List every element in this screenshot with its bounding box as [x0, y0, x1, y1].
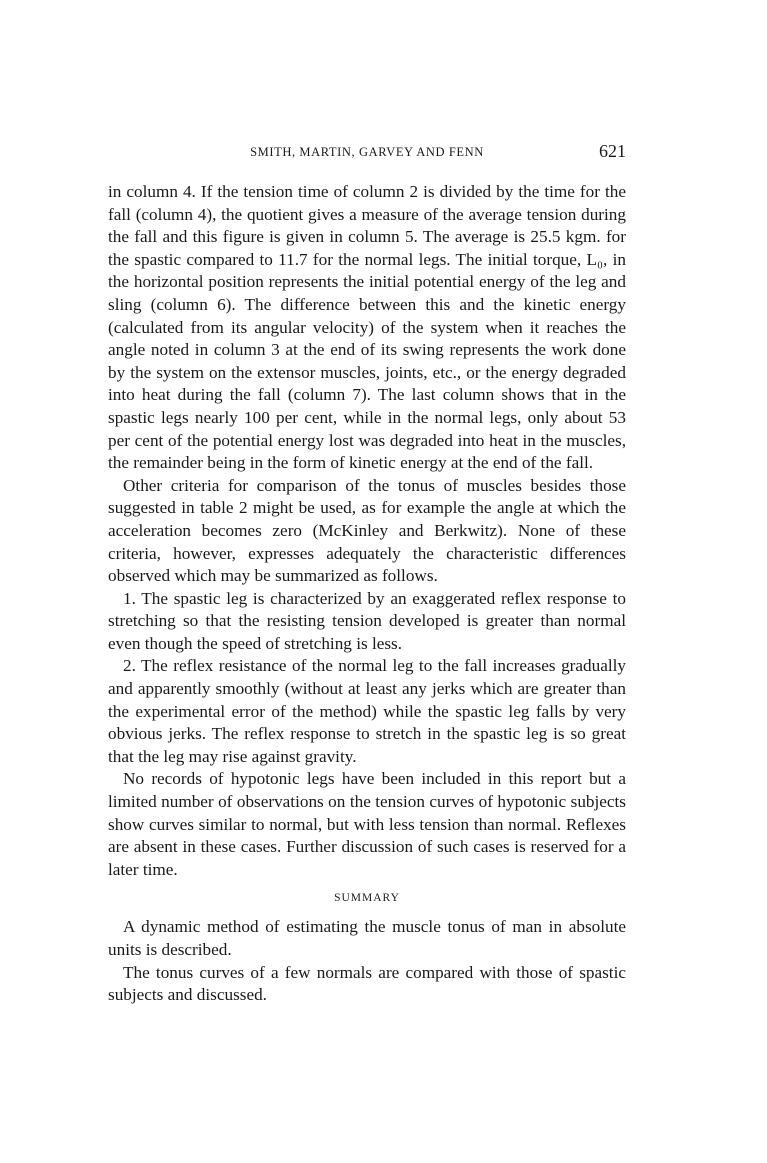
- page-number: 621: [599, 141, 626, 161]
- paragraph-finding-2: 2. The reflex resistance of the normal leg to the fall increases gradually and apparently smoothly (without at least any jerks which are greater than the experimental error of the method) while the spastic leg falls by very obvious jerks. The reflex response to stretch in the spastic leg is so great that the leg may rise against gravity.: [108, 656, 626, 766]
- paragraph-other-criteria: Other criteria for comparison of the tonus of muscles besides those suggested in table 2 might be used, as for example the angle at which the acceleration becomes zero (McKinley and Berkwitz). None of these criteria, however, expresses adequately the characteristic differences observed which may be summarized as follows.: [108, 475, 626, 586]
- running-head: SMITH, MARTIN, GARVEY AND FENN: [250, 145, 484, 159]
- paragraph-hypotonic: No records of hypotonic legs have been included in this report but a limited number of observations on the tension curves of hypotonic subjects show curves similar to normal, but with less tension than normal. Reflexes are absent in these cases. Further discussion of such cases is reserved for a later time.: [108, 769, 626, 879]
- paragraph-finding-1: 1. The spastic leg is characterized by an exaggerated reflex response to stretching so that the resisting tension developed is greater than normal even though the speed of stretching is less.: [108, 588, 626, 653]
- summary-paragraph-method: A dynamic method of estimating the muscle tonus of man in absolute units is described.: [108, 917, 626, 959]
- summary-paragraph-curves: The tonus curves of a few normals are compared with those of spastic subjects and discussed.: [108, 962, 626, 1005]
- paragraph-continued: in column 4. If the tension time of column 2 is divided by the time for the fall (column 4), the quotient gives a measure of the average tension during the fall and this figure is given in column 5. The average is 25.5 kgm. for the spastic compared to 11.7 for the normal legs. The initial torque, L₀, in the horizontal position represents the initial potential energy of the leg and sling (column 6). The difference between this and the kinetic energy (calculated from its angular velocity) of the system when it reaches the angle noted in column 3 at the end of its swing represents the work done by the system on the extensor muscles, joints, etc., or the energy degraded into heat during the fall (column 7). The last column shows that in the spastic legs nearly 100 per cent, while in the normal legs, only about 53 per cent of the potential energy lost was degraded into heat in the muscles, the remainder being in the form of kinetic energy at the end of the fall.: [108, 182, 626, 473]
- page-header: [108, 141, 626, 165]
- body-text: [108, 181, 626, 1007]
- summary-heading: SUMMARY: [334, 892, 400, 905]
